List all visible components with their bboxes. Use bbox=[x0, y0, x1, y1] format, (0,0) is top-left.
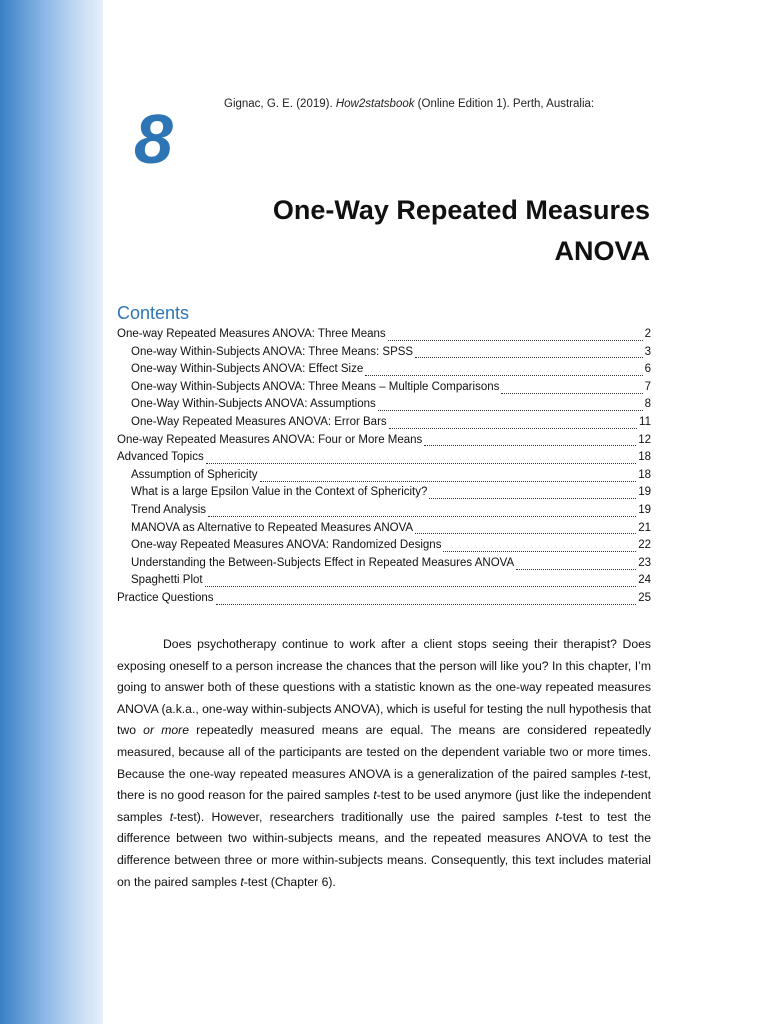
toc-leader-dots bbox=[208, 507, 636, 517]
citation bbox=[224, 98, 644, 110]
text-span: -test to be used anymore (just like the independent samples bbox=[117, 788, 651, 824]
toc-entry-page: 11 bbox=[639, 415, 651, 428]
toc-entry-page: 2 bbox=[644, 328, 651, 340]
toc-entry-page: 25 bbox=[638, 591, 651, 604]
toc-entry-label: One-way Within-Subjects ANOVA: Three Means: SPSS bbox=[131, 345, 414, 358]
toc-entry-page: 24 bbox=[638, 574, 651, 587]
toc-entry-label: Assumption of Sphericity bbox=[131, 468, 258, 481]
emphasis: or more bbox=[143, 723, 189, 738]
toc-entry[interactable] bbox=[117, 381, 651, 399]
side-color-band bbox=[0, 0, 103, 1024]
toc-leader-dots bbox=[206, 454, 636, 464]
chapter-title bbox=[190, 190, 650, 272]
toc-entry[interactable] bbox=[117, 451, 651, 469]
italic-t: t bbox=[555, 809, 559, 824]
toc-leader-dots bbox=[205, 577, 637, 587]
chapter-title-line1: One-Way Repeated Measures bbox=[272, 195, 650, 225]
toc-leader-dots bbox=[378, 401, 643, 411]
toc-entry[interactable] bbox=[117, 398, 651, 416]
toc-entry[interactable] bbox=[117, 469, 651, 487]
toc-entry[interactable] bbox=[117, 522, 651, 540]
toc-entry-page: 19 bbox=[638, 503, 651, 516]
toc-entry[interactable] bbox=[117, 328, 651, 346]
toc-entry-page: 19 bbox=[638, 486, 651, 499]
toc-entry-label: One-Way Repeated Measures ANOVA: Error Bars bbox=[131, 415, 387, 428]
text-span: -test). However, researchers traditionally use the paired samples bbox=[173, 809, 556, 824]
toc-entry-page: 8 bbox=[644, 398, 651, 411]
toc-leader-dots bbox=[424, 436, 636, 446]
chapter-number: 8 bbox=[134, 100, 173, 178]
toc-leader-dots bbox=[415, 348, 643, 358]
text-span: repeatedly measured means are equal. The means are considered repeatedly measured, because all of the participants are tested on the dependent variable two or more times. Because the one-way repeated measures ANOVA is a generalization of the paired samples bbox=[117, 723, 651, 781]
citation-book: How2statsbook bbox=[335, 98, 415, 110]
toc-entry-page: 22 bbox=[638, 539, 651, 552]
chapter-title-line2: ANOVA bbox=[554, 236, 650, 266]
paragraph bbox=[117, 634, 651, 893]
toc-entry-page: 23 bbox=[638, 556, 651, 569]
toc-entry-page: 7 bbox=[644, 380, 651, 393]
toc-entry-page: 18 bbox=[638, 468, 651, 481]
text-span: -test (Chapter 6). bbox=[243, 874, 336, 889]
italic-t: t bbox=[373, 788, 377, 803]
toc-entry[interactable] bbox=[117, 363, 651, 381]
toc-entry-label: One-Way Within-Subjects ANOVA: Assumptions bbox=[131, 398, 376, 411]
toc-leader-dots bbox=[501, 384, 642, 394]
toc-entry[interactable] bbox=[117, 434, 651, 452]
toc-entry-label: One-way Within-Subjects ANOVA: Three Means – Multiple Comparisons bbox=[131, 380, 500, 393]
text-span: -test, there is no good reason for the paired samples bbox=[117, 766, 651, 803]
toc-entry-page: 6 bbox=[644, 363, 651, 376]
toc-entry[interactable] bbox=[117, 574, 651, 592]
toc-leader-dots bbox=[415, 524, 636, 534]
toc-entry-label: One-way Within-Subjects ANOVA: Effect Size bbox=[131, 363, 364, 376]
contents-heading: Contents bbox=[117, 303, 190, 323]
italic-t: t bbox=[169, 809, 174, 824]
toc-leader-dots bbox=[429, 489, 636, 499]
toc-entry[interactable] bbox=[117, 416, 651, 434]
toc-entry-label: Understanding the Between-Subjects Effect in Repeated Measures ANOVA bbox=[131, 556, 515, 569]
toc-entry[interactable] bbox=[117, 486, 651, 504]
toc-leader-dots bbox=[260, 472, 637, 482]
toc-leader-dots bbox=[388, 331, 643, 341]
toc-leader-dots bbox=[216, 595, 637, 605]
toc-entry-label: One-way Repeated Measures ANOVA: Randomized Designs bbox=[131, 539, 442, 552]
toc-leader-dots bbox=[365, 366, 642, 376]
toc-entry-page: 21 bbox=[638, 521, 651, 534]
toc-entry-label: One-way Repeated Measures ANOVA: Four or More Means bbox=[117, 433, 423, 446]
italic-t: t bbox=[620, 766, 624, 781]
italic-t: t bbox=[240, 874, 244, 889]
toc-entry-page: 3 bbox=[644, 345, 651, 358]
text-span: -test to test the difference between two within-subjects means, and the repeated measures ANOVA to test the difference between three or more within-subjects means. Consequently, this text includes material on the paired samples bbox=[117, 809, 651, 889]
toc-leader-dots bbox=[516, 560, 636, 570]
toc-entry-page: 12 bbox=[638, 433, 651, 446]
toc-entry-label: One-way Repeated Measures ANOVA: Three Means bbox=[117, 328, 386, 340]
citation-rest: (Online Edition 1). Perth, Australia: bbox=[414, 98, 595, 110]
toc-entry[interactable] bbox=[117, 557, 651, 575]
toc-leader-dots bbox=[443, 542, 636, 552]
toc-entry[interactable] bbox=[117, 592, 651, 610]
toc-entry-page: 18 bbox=[638, 451, 651, 464]
toc-entry-label: What is a large Epsilon Value in the Context of Sphericity? bbox=[131, 486, 428, 499]
toc-entry-label: Trend Analysis bbox=[131, 503, 206, 516]
intro-paragraph bbox=[117, 634, 651, 893]
text-span: Does psychotherapy continue to work after a client stops seeing their therapist? Does exposing oneself to a person increase the chances that the person will like you? In this chapter, I’m going to answer both of these questions with a statistic known as the one-way repeated measures ANOVA (a.k.a., one-way within-subjects ANOVA), which is useful for testing the null hypothesis that two bbox=[117, 637, 652, 738]
table-of-contents bbox=[117, 328, 651, 610]
citation-author: Gignac, G. E. (2019). bbox=[224, 98, 336, 110]
toc-entry-label: Practice Questions bbox=[117, 591, 214, 604]
toc-entry-label: MANOVA as Alternative to Repeated Measures ANOVA bbox=[131, 521, 414, 534]
toc-entry-label: Spaghetti Plot bbox=[131, 574, 203, 587]
toc-entry[interactable] bbox=[117, 346, 651, 364]
toc-entry[interactable] bbox=[117, 504, 651, 522]
toc-entry[interactable] bbox=[117, 539, 651, 557]
toc-leader-dots bbox=[389, 419, 637, 429]
toc-entry-label: Advanced Topics bbox=[117, 451, 204, 464]
